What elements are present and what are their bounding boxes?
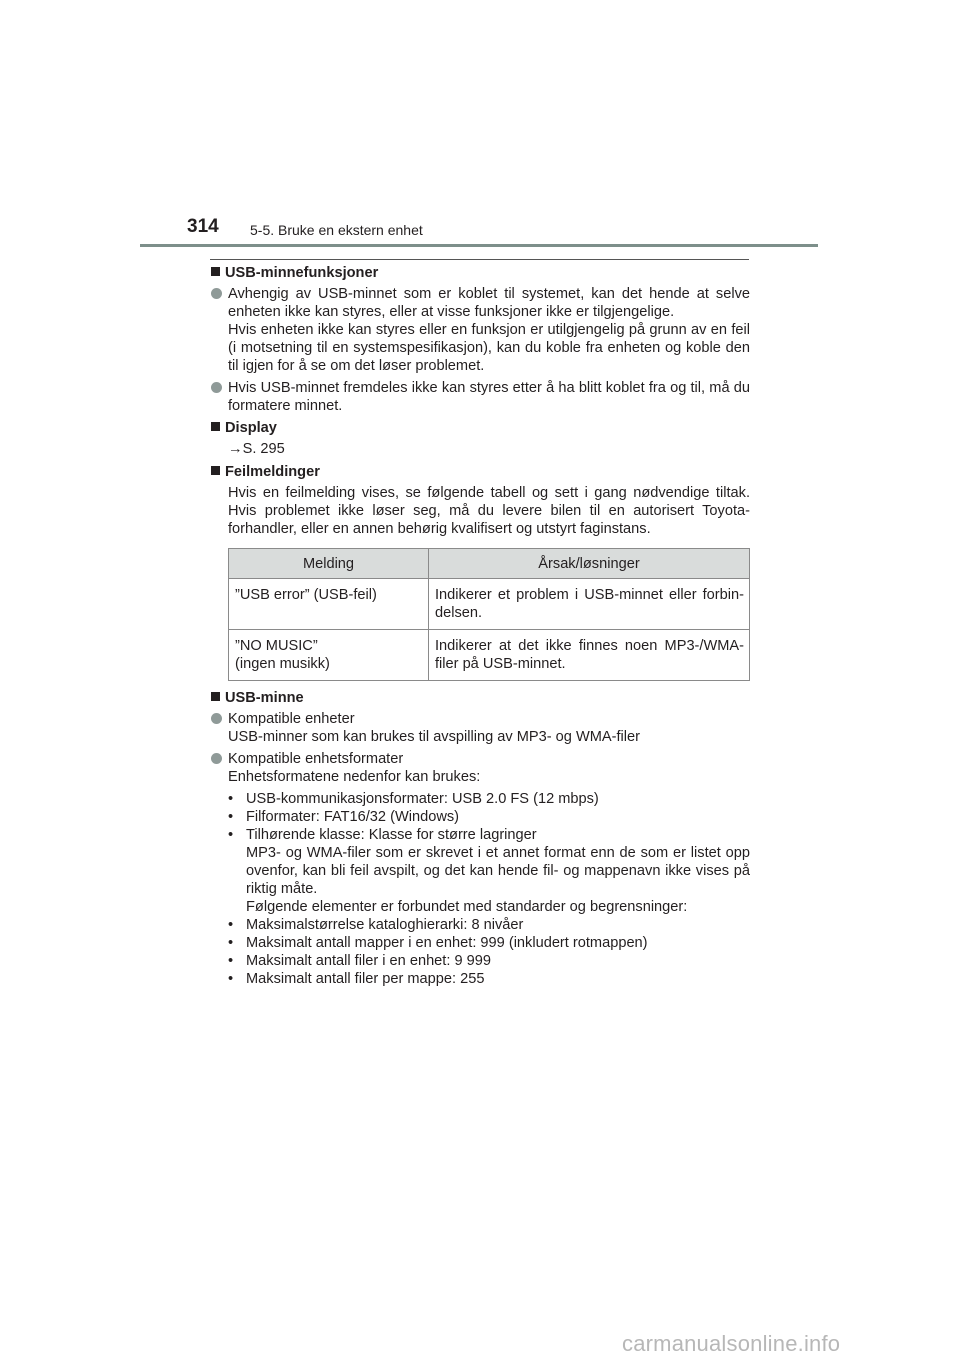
paragraph: Følgende elementer er forbundet med standarder og begrensninger: (246, 899, 688, 915)
paragraph: Avhengig av USB-minnet som er koblet til systemet, kan det hende at selve enheten ikke kan styres, eller at visse funksjoner ikke er tilgjengelige. (228, 286, 750, 320)
section-title: Feilmeldinger (225, 464, 320, 480)
list-item-text: Maksimalt antall filer per mappe: 255 (246, 971, 485, 987)
section-heading-usb-functions (210, 264, 750, 282)
format-list (210, 790, 750, 988)
table-row (229, 630, 750, 681)
list-item (228, 826, 750, 844)
list-item-text: Maksimalt antall mapper i en enhet: 999 (inkludert rotmappen) (246, 935, 648, 951)
list-marker: • (228, 971, 234, 987)
paragraph: Enhetsformatene nedenfor kan brukes: (228, 769, 481, 785)
list-item-text: Tilhørende klasse: Klasse for større lagringer (246, 827, 537, 843)
list-item (228, 790, 750, 808)
table-header-row (229, 549, 750, 579)
paragraph: Hvis USB-minnet fremdeles ikke kan styres etter å ha blitt koblet fra og til, må du formatere minnet. (228, 380, 750, 414)
list-item (228, 934, 750, 952)
circle-bullet-icon (211, 713, 222, 724)
list-item (210, 379, 750, 415)
section-heading-display (210, 419, 750, 437)
list-item (228, 808, 750, 826)
section-title: USB-minnefunksjoner (225, 265, 379, 281)
list-item-text: Filformater: FAT16/32 (Windows) (246, 809, 460, 825)
circle-bullet-icon (211, 288, 222, 299)
square-bullet-icon (211, 466, 220, 475)
list-item (210, 285, 750, 375)
cell-line: ”NO MUSIC” (235, 638, 318, 654)
paragraph: Hvis enheten ikke kan styres eller en funksjon er utilgjengelig på grunn av en feil (i motsetning til en systemspesifikasjon), kan du koble fra enheten og koble den til igjen for å se om det løser problemet. (228, 322, 750, 374)
list-item-text: Maksimalt antall filer i en enhet: 9 999 (246, 953, 491, 969)
table-cell: Indikerer et problem i USB-minnet eller forbin-delsen. (429, 579, 750, 630)
page-number: 314 (187, 216, 219, 237)
error-message-table (228, 548, 750, 681)
item-title: Kompatible enhetsformater (228, 751, 404, 767)
square-bullet-icon (211, 692, 220, 701)
table-cell: ”USB error” (USB-feil) (229, 579, 429, 630)
header-divider (140, 244, 818, 247)
table-cell (229, 630, 429, 681)
watermark: carmanualsonline.info (622, 1331, 841, 1356)
paragraph: MP3- og WMA-filer som er skrevet i et annet format enn de som er listet opp ovenfor, kan bli feil avspilt, og det kan hende fil- og mappenavn ikke vises på riktig måte. (246, 845, 750, 897)
section-title: USB-minne (225, 690, 304, 706)
section-heading-usb-memory (210, 689, 750, 707)
table-row (229, 579, 750, 630)
cell-line: (ingen musikk) (235, 656, 330, 672)
page-content (210, 264, 750, 988)
paragraph: USB-minner som kan brukes til avspilling av MP3- og WMA-filer (228, 729, 640, 745)
paragraph: Hvis en feilmelding vises, se følgende tabell og sett i gang nødvendige tiltak. Hvis problemet ikke løser seg, må du levere bilen til en autorisert Toyota-forhandler, eller en annen behørig kvalifisert og utstyrt faginstans. (228, 485, 750, 537)
list-item (228, 970, 750, 988)
item-title: Kompatible enheter (228, 711, 355, 727)
circle-bullet-icon (211, 382, 222, 393)
list-marker: • (228, 935, 234, 951)
page-reference: →S. 295 (228, 441, 285, 457)
list-item (210, 710, 750, 746)
list-marker: • (228, 791, 234, 807)
content-divider (210, 259, 749, 260)
chapter-title: 5-5. Bruke en ekstern enhet (250, 222, 423, 238)
list-item (228, 916, 750, 934)
list-marker: • (228, 809, 234, 825)
list-item (228, 952, 750, 970)
note (228, 844, 750, 898)
list-item (210, 750, 750, 786)
column-header: Melding (229, 549, 429, 579)
square-bullet-icon (211, 422, 220, 431)
circle-bullet-icon (211, 753, 222, 764)
list-marker: • (228, 827, 234, 843)
section-heading-errors (210, 463, 750, 481)
list-item-text: USB-kommunikasjonsformater: USB 2.0 FS (12 mbps) (246, 791, 599, 807)
list-item-text: Maksimalstørrelse kataloghierarki: 8 nivåer (246, 917, 524, 933)
note (228, 898, 750, 916)
list-marker: • (228, 953, 234, 969)
table-cell: Indikerer at det ikke finnes noen MP3-/WMA-filer på USB-minnet. (429, 630, 750, 681)
section-title: Display (225, 420, 277, 436)
square-bullet-icon (211, 267, 220, 276)
column-header: Årsak/løsninger (429, 549, 750, 579)
list-marker: • (228, 917, 234, 933)
